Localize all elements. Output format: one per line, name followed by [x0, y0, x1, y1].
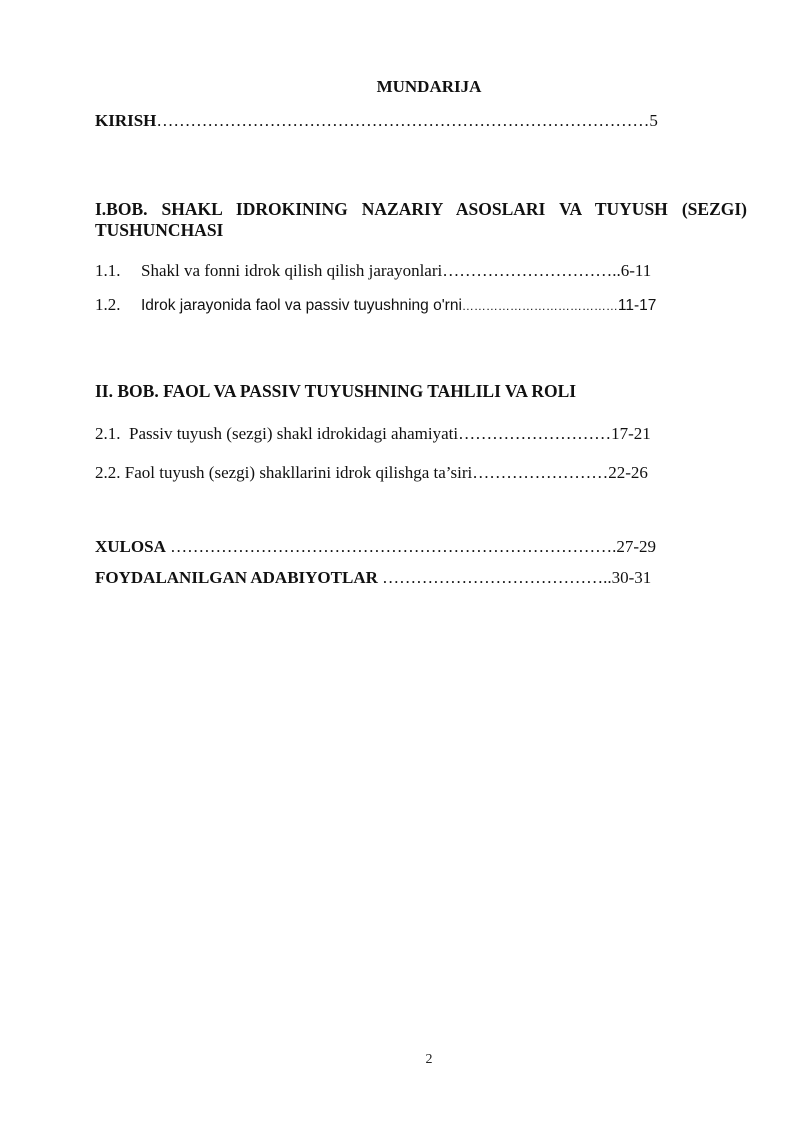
entry-dots: ……………………: [472, 463, 609, 482]
entry-pages: 22-26: [608, 463, 648, 482]
xulosa-pages: 27-29: [616, 537, 657, 556]
chapter1-heading-line1: I.BOB. SHAKL IDROKINING NAZARIY ASOSLARI VA TUYUSH (SEZGI): [95, 199, 747, 219]
xulosa-dots: …………………………………………………………………….: [170, 537, 617, 556]
kirish-label: KIRISH: [95, 111, 157, 130]
entry-dots: …………………………..: [442, 261, 621, 280]
chapter1-heading-line2: TUSHUNCHASI: [95, 220, 224, 240]
entry-pages: 11-17: [617, 297, 657, 314]
xulosa-label: XULOSA: [95, 537, 166, 556]
adabiyotlar-dots: …………………………………..: [382, 568, 612, 587]
entry-text: Idrok jarayonida faol va passiv tuyushning o'rni: [141, 297, 462, 314]
page-number: 2: [425, 1052, 433, 1067]
entry-text: Shakl va fonni idrok qilish qilish jarayonlari: [141, 261, 443, 280]
toc-entry-1-1: [95, 260, 651, 282]
toc-entry-1-2: [95, 294, 656, 317]
entry-pages: 6-11: [620, 261, 652, 280]
entry-text: Faol tuyush (sezgi) shakllarini idrok qilishga ta’siri: [124, 463, 473, 482]
toc-entry-xulosa: [95, 536, 656, 558]
kirish-dots: ……………………………………………………………………………: [156, 111, 650, 130]
toc-entry-kirish: [95, 110, 658, 132]
entry-number: 2.2.: [95, 463, 121, 482]
toc-title: MUNDARIJA: [376, 77, 482, 96]
chapter2-heading: II. BOB. FAOL VA PASSIV TUYUSHNING TAHLILI VA ROLI: [95, 381, 577, 401]
entry-text: Passiv tuyush (sezgi) shakl idrokidagi ahamiyati: [129, 424, 459, 443]
kirish-page: 5: [649, 111, 658, 130]
entry-dots: …………………………………: [461, 299, 618, 313]
toc-entry-2-1: [95, 423, 651, 445]
entry-dots: ………………………: [458, 424, 612, 443]
entry-number: 2.1.: [95, 424, 121, 443]
entry-number: 1.2.: [95, 295, 121, 314]
entry-pages: 17-21: [611, 424, 651, 443]
adabiyotlar-pages: 30-31: [611, 568, 652, 587]
entry-number: 1.1.: [95, 261, 121, 280]
adabiyotlar-label: FOYDALANILGAN ADABIYOTLAR: [95, 568, 378, 587]
toc-entry-adabiyotlar: [95, 567, 651, 589]
toc-entry-2-2: [95, 462, 648, 484]
